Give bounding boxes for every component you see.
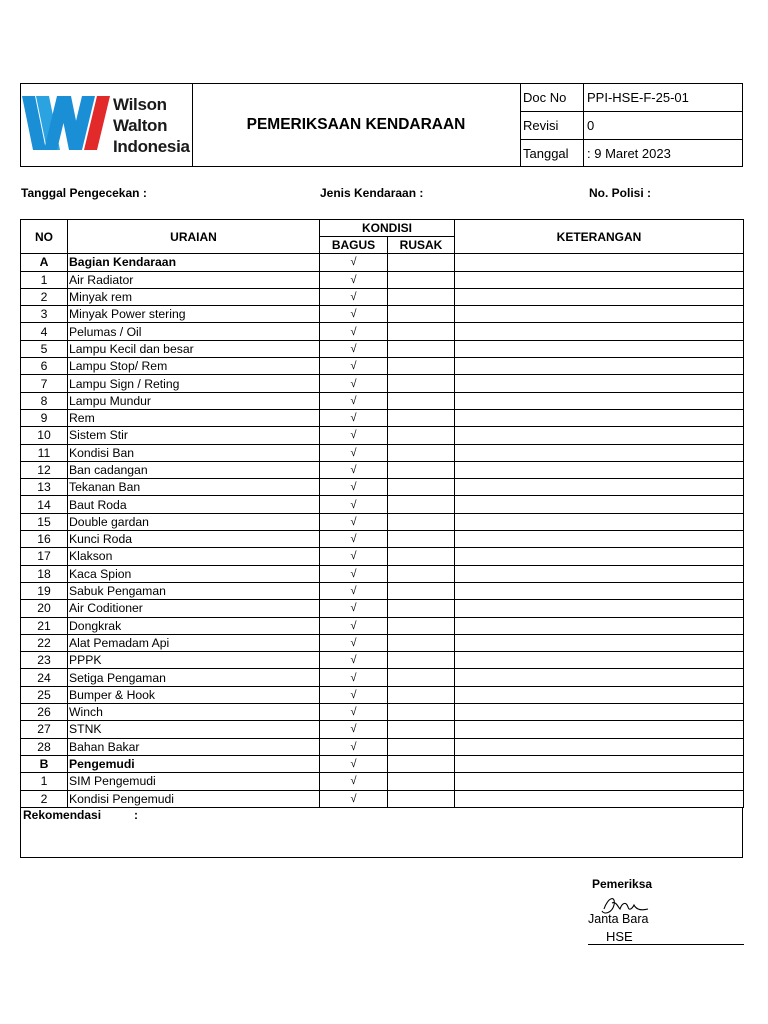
row-bagus: √ xyxy=(320,496,388,513)
table-row xyxy=(21,773,744,790)
row-rusak xyxy=(388,358,455,375)
row-no: 12 xyxy=(21,461,68,478)
document-header xyxy=(20,83,743,167)
row-item: Kaca Spion xyxy=(68,565,320,582)
row-keterangan xyxy=(455,686,744,703)
row-bagus: √ xyxy=(320,306,388,323)
row-item: Ban cadangan xyxy=(68,461,320,478)
table-row xyxy=(21,669,744,686)
table-row xyxy=(21,755,744,772)
row-rusak xyxy=(388,254,455,271)
row-rusak xyxy=(388,652,455,669)
table-row xyxy=(21,548,744,565)
table-row xyxy=(21,271,744,288)
row-rusak xyxy=(388,721,455,738)
row-item: Winch xyxy=(68,704,320,721)
row-no: 24 xyxy=(21,669,68,686)
row-rusak xyxy=(388,340,455,357)
doc-no-label: Doc No xyxy=(520,84,584,111)
table-row xyxy=(21,254,744,271)
row-rusak xyxy=(388,409,455,426)
rekomendasi-label: Rekomendasi xyxy=(23,808,102,822)
row-bagus: √ xyxy=(320,323,388,340)
row-keterangan xyxy=(455,444,744,461)
row-rusak xyxy=(388,288,455,305)
row-bagus: √ xyxy=(320,409,388,426)
row-keterangan xyxy=(455,755,744,772)
header-uraian: URAIAN xyxy=(68,220,320,254)
row-bagus: √ xyxy=(320,548,388,565)
row-keterangan xyxy=(455,496,744,513)
row-rusak xyxy=(388,496,455,513)
doc-no-value: PPI-HSE-F-25-01 xyxy=(587,90,689,105)
row-no: 5 xyxy=(21,340,68,357)
row-keterangan xyxy=(455,288,744,305)
no-polisi-label: No. Polisi : xyxy=(589,186,652,200)
row-bagus: √ xyxy=(320,600,388,617)
row-bagus: √ xyxy=(320,773,388,790)
row-keterangan xyxy=(455,773,744,790)
table-row xyxy=(21,427,744,444)
row-item: SIM Pengemudi xyxy=(68,773,320,790)
row-keterangan xyxy=(455,652,744,669)
row-keterangan xyxy=(455,254,744,271)
row-no: 18 xyxy=(21,565,68,582)
row-item: Minyak Power stering xyxy=(68,306,320,323)
table-row xyxy=(21,306,744,323)
row-no: A xyxy=(21,254,68,271)
header-rusak: RUSAK xyxy=(388,237,455,254)
row-bagus: √ xyxy=(320,738,388,755)
tanggal-pengecekan-label: Tanggal Pengecekan : xyxy=(21,186,147,200)
row-bagus: √ xyxy=(320,254,388,271)
row-item: Sistem Stir xyxy=(68,427,320,444)
table-row xyxy=(21,444,744,461)
rekomendasi-colon: : xyxy=(134,808,138,822)
row-no: 9 xyxy=(21,409,68,426)
tanggal-value: : 9 Maret 2023 xyxy=(587,146,671,161)
row-item: Rem xyxy=(68,409,320,426)
row-keterangan xyxy=(455,358,744,375)
row-no: B xyxy=(21,755,68,772)
table-row xyxy=(21,790,744,807)
row-keterangan xyxy=(455,548,744,565)
header-bagus: BAGUS xyxy=(320,237,388,254)
table-row xyxy=(21,496,744,513)
row-rusak xyxy=(388,790,455,807)
row-no: 3 xyxy=(21,306,68,323)
table-row xyxy=(21,340,744,357)
row-keterangan xyxy=(455,271,744,288)
row-keterangan xyxy=(455,738,744,755)
row-no: 7 xyxy=(21,375,68,392)
table-row xyxy=(21,704,744,721)
row-rusak xyxy=(388,582,455,599)
row-no: 11 xyxy=(21,444,68,461)
header-kondisi: KONDISI xyxy=(320,220,455,237)
table-row xyxy=(21,738,744,755)
row-no: 25 xyxy=(21,686,68,703)
row-item: Alat Pemadam Api xyxy=(68,634,320,651)
row-keterangan xyxy=(455,513,744,530)
row-bagus: √ xyxy=(320,513,388,530)
row-no: 6 xyxy=(21,358,68,375)
row-no: 4 xyxy=(21,323,68,340)
revisi-label: Revisi xyxy=(520,112,584,139)
row-rusak xyxy=(388,738,455,755)
header-keterangan: KETERANGAN xyxy=(455,220,744,254)
row-item: Tekanan Ban xyxy=(68,479,320,496)
table-row xyxy=(21,392,744,409)
row-no: 23 xyxy=(21,652,68,669)
signature-title: Pemeriksa xyxy=(592,877,653,891)
row-no: 15 xyxy=(21,513,68,530)
row-bagus: √ xyxy=(320,686,388,703)
row-bagus: √ xyxy=(320,271,388,288)
table-row xyxy=(21,652,744,669)
row-item: Lampu Stop/ Rem xyxy=(68,358,320,375)
row-rusak xyxy=(388,548,455,565)
row-item: Bahan Bakar xyxy=(68,738,320,755)
row-bagus: √ xyxy=(320,669,388,686)
row-bagus: √ xyxy=(320,531,388,548)
row-bagus: √ xyxy=(320,340,388,357)
row-item: Lampu Kecil dan besar xyxy=(68,340,320,357)
row-rusak xyxy=(388,755,455,772)
row-keterangan xyxy=(455,634,744,651)
row-keterangan xyxy=(455,531,744,548)
table-row xyxy=(21,721,744,738)
row-rusak xyxy=(388,375,455,392)
inspection-table xyxy=(20,219,744,808)
table-row xyxy=(21,582,744,599)
row-no: 28 xyxy=(21,738,68,755)
row-item: PPPK xyxy=(68,652,320,669)
row-no: 26 xyxy=(21,704,68,721)
doc-no-row xyxy=(520,84,742,112)
row-keterangan xyxy=(455,409,744,426)
header-no: NO xyxy=(21,220,68,254)
row-bagus: √ xyxy=(320,288,388,305)
row-bagus: √ xyxy=(320,392,388,409)
row-bagus: √ xyxy=(320,704,388,721)
row-keterangan xyxy=(455,375,744,392)
row-no: 2 xyxy=(21,288,68,305)
row-no: 8 xyxy=(21,392,68,409)
row-rusak xyxy=(388,306,455,323)
signature-role: HSE xyxy=(606,929,633,944)
row-keterangan xyxy=(455,461,744,478)
row-bagus: √ xyxy=(320,790,388,807)
table-row xyxy=(21,358,744,375)
table-row xyxy=(21,600,744,617)
logo-cell xyxy=(21,84,193,166)
row-item: STNK xyxy=(68,721,320,738)
row-item: Lampu Sign / Reting xyxy=(68,375,320,392)
row-bagus: √ xyxy=(320,582,388,599)
row-bagus: √ xyxy=(320,461,388,478)
table-row xyxy=(21,409,744,426)
row-item: Double gardan xyxy=(68,513,320,530)
logo-text-line2: Walton xyxy=(113,116,168,135)
row-keterangan xyxy=(455,582,744,599)
row-rusak xyxy=(388,600,455,617)
row-item: Bagian Kendaraan xyxy=(68,254,320,271)
row-no: 16 xyxy=(21,531,68,548)
row-keterangan xyxy=(455,392,744,409)
row-no: 14 xyxy=(21,496,68,513)
row-no: 2 xyxy=(21,790,68,807)
row-keterangan xyxy=(455,617,744,634)
row-rusak xyxy=(388,617,455,634)
row-bagus: √ xyxy=(320,755,388,772)
tanggal-row xyxy=(520,140,742,167)
row-item: Kondisi Pengemudi xyxy=(68,790,320,807)
row-item: Sabuk Pengaman xyxy=(68,582,320,599)
revisi-value: 0 xyxy=(587,118,595,133)
table-row xyxy=(21,288,744,305)
signature-name: Janta Bara xyxy=(588,912,649,926)
row-rusak xyxy=(388,444,455,461)
row-rusak xyxy=(388,669,455,686)
row-no: 27 xyxy=(21,721,68,738)
row-keterangan xyxy=(455,565,744,582)
row-no: 22 xyxy=(21,634,68,651)
table-row xyxy=(21,565,744,582)
row-no: 1 xyxy=(21,271,68,288)
row-bagus: √ xyxy=(320,634,388,651)
table-body xyxy=(21,254,744,808)
row-item: Minyak rem xyxy=(68,288,320,305)
table-row xyxy=(21,634,744,651)
row-item: Air Radiator xyxy=(68,271,320,288)
row-rusak xyxy=(388,686,455,703)
row-keterangan xyxy=(455,479,744,496)
row-rusak xyxy=(388,461,455,478)
table-row xyxy=(21,461,744,478)
row-item: Setiga Pengaman xyxy=(68,669,320,686)
row-bagus: √ xyxy=(320,721,388,738)
row-item: Baut Roda xyxy=(68,496,320,513)
row-item: Kunci Roda xyxy=(68,531,320,548)
row-no: 17 xyxy=(21,548,68,565)
table-row xyxy=(21,323,744,340)
jenis-kendaraan-label: Jenis Kendaraan : xyxy=(320,186,424,200)
row-item: Lampu Mundur xyxy=(68,392,320,409)
table-row xyxy=(21,617,744,634)
row-keterangan xyxy=(455,721,744,738)
document-title: PEMERIKSAAN KENDARAAN xyxy=(192,84,521,166)
row-item: Pengemudi xyxy=(68,755,320,772)
row-bagus: √ xyxy=(320,358,388,375)
row-keterangan xyxy=(455,306,744,323)
row-item: Pelumas / Oil xyxy=(68,323,320,340)
row-keterangan xyxy=(455,704,744,721)
row-item: Bumper & Hook xyxy=(68,686,320,703)
company-logo-icon xyxy=(22,94,112,152)
row-keterangan xyxy=(455,600,744,617)
table-row xyxy=(21,531,744,548)
row-rusak xyxy=(388,427,455,444)
row-bagus: √ xyxy=(320,652,388,669)
table-row xyxy=(21,686,744,703)
row-bagus: √ xyxy=(320,444,388,461)
row-no: 13 xyxy=(21,479,68,496)
table-row xyxy=(21,375,744,392)
row-no: 19 xyxy=(21,582,68,599)
row-bagus: √ xyxy=(320,427,388,444)
row-no: 1 xyxy=(21,773,68,790)
row-rusak xyxy=(388,323,455,340)
table-row xyxy=(21,479,744,496)
row-keterangan xyxy=(455,669,744,686)
row-bagus: √ xyxy=(320,479,388,496)
row-keterangan xyxy=(455,323,744,340)
row-rusak xyxy=(388,773,455,790)
logo-text-line3: Indonesia xyxy=(113,137,190,156)
row-keterangan xyxy=(455,790,744,807)
row-item: Klakson xyxy=(68,548,320,565)
row-item: Kondisi Ban xyxy=(68,444,320,461)
row-no: 10 xyxy=(21,427,68,444)
row-item: Air Coditioner xyxy=(68,600,320,617)
row-item: Dongkrak xyxy=(68,617,320,634)
rekomendasi-box xyxy=(20,808,743,858)
row-rusak xyxy=(388,392,455,409)
row-rusak xyxy=(388,634,455,651)
logo-text-line1: Wilson xyxy=(113,95,167,114)
row-no: 20 xyxy=(21,600,68,617)
tanggal-label: Tanggal xyxy=(520,140,584,167)
row-rusak xyxy=(388,513,455,530)
row-rusak xyxy=(388,704,455,721)
row-bagus: √ xyxy=(320,617,388,634)
row-rusak xyxy=(388,531,455,548)
row-bagus: √ xyxy=(320,375,388,392)
table-row xyxy=(21,513,744,530)
row-bagus: √ xyxy=(320,565,388,582)
row-keterangan xyxy=(455,427,744,444)
row-rusak xyxy=(388,479,455,496)
revisi-row xyxy=(520,112,742,140)
signature-line xyxy=(588,944,744,945)
row-rusak xyxy=(388,565,455,582)
row-no: 21 xyxy=(21,617,68,634)
row-keterangan xyxy=(455,340,744,357)
row-rusak xyxy=(388,271,455,288)
